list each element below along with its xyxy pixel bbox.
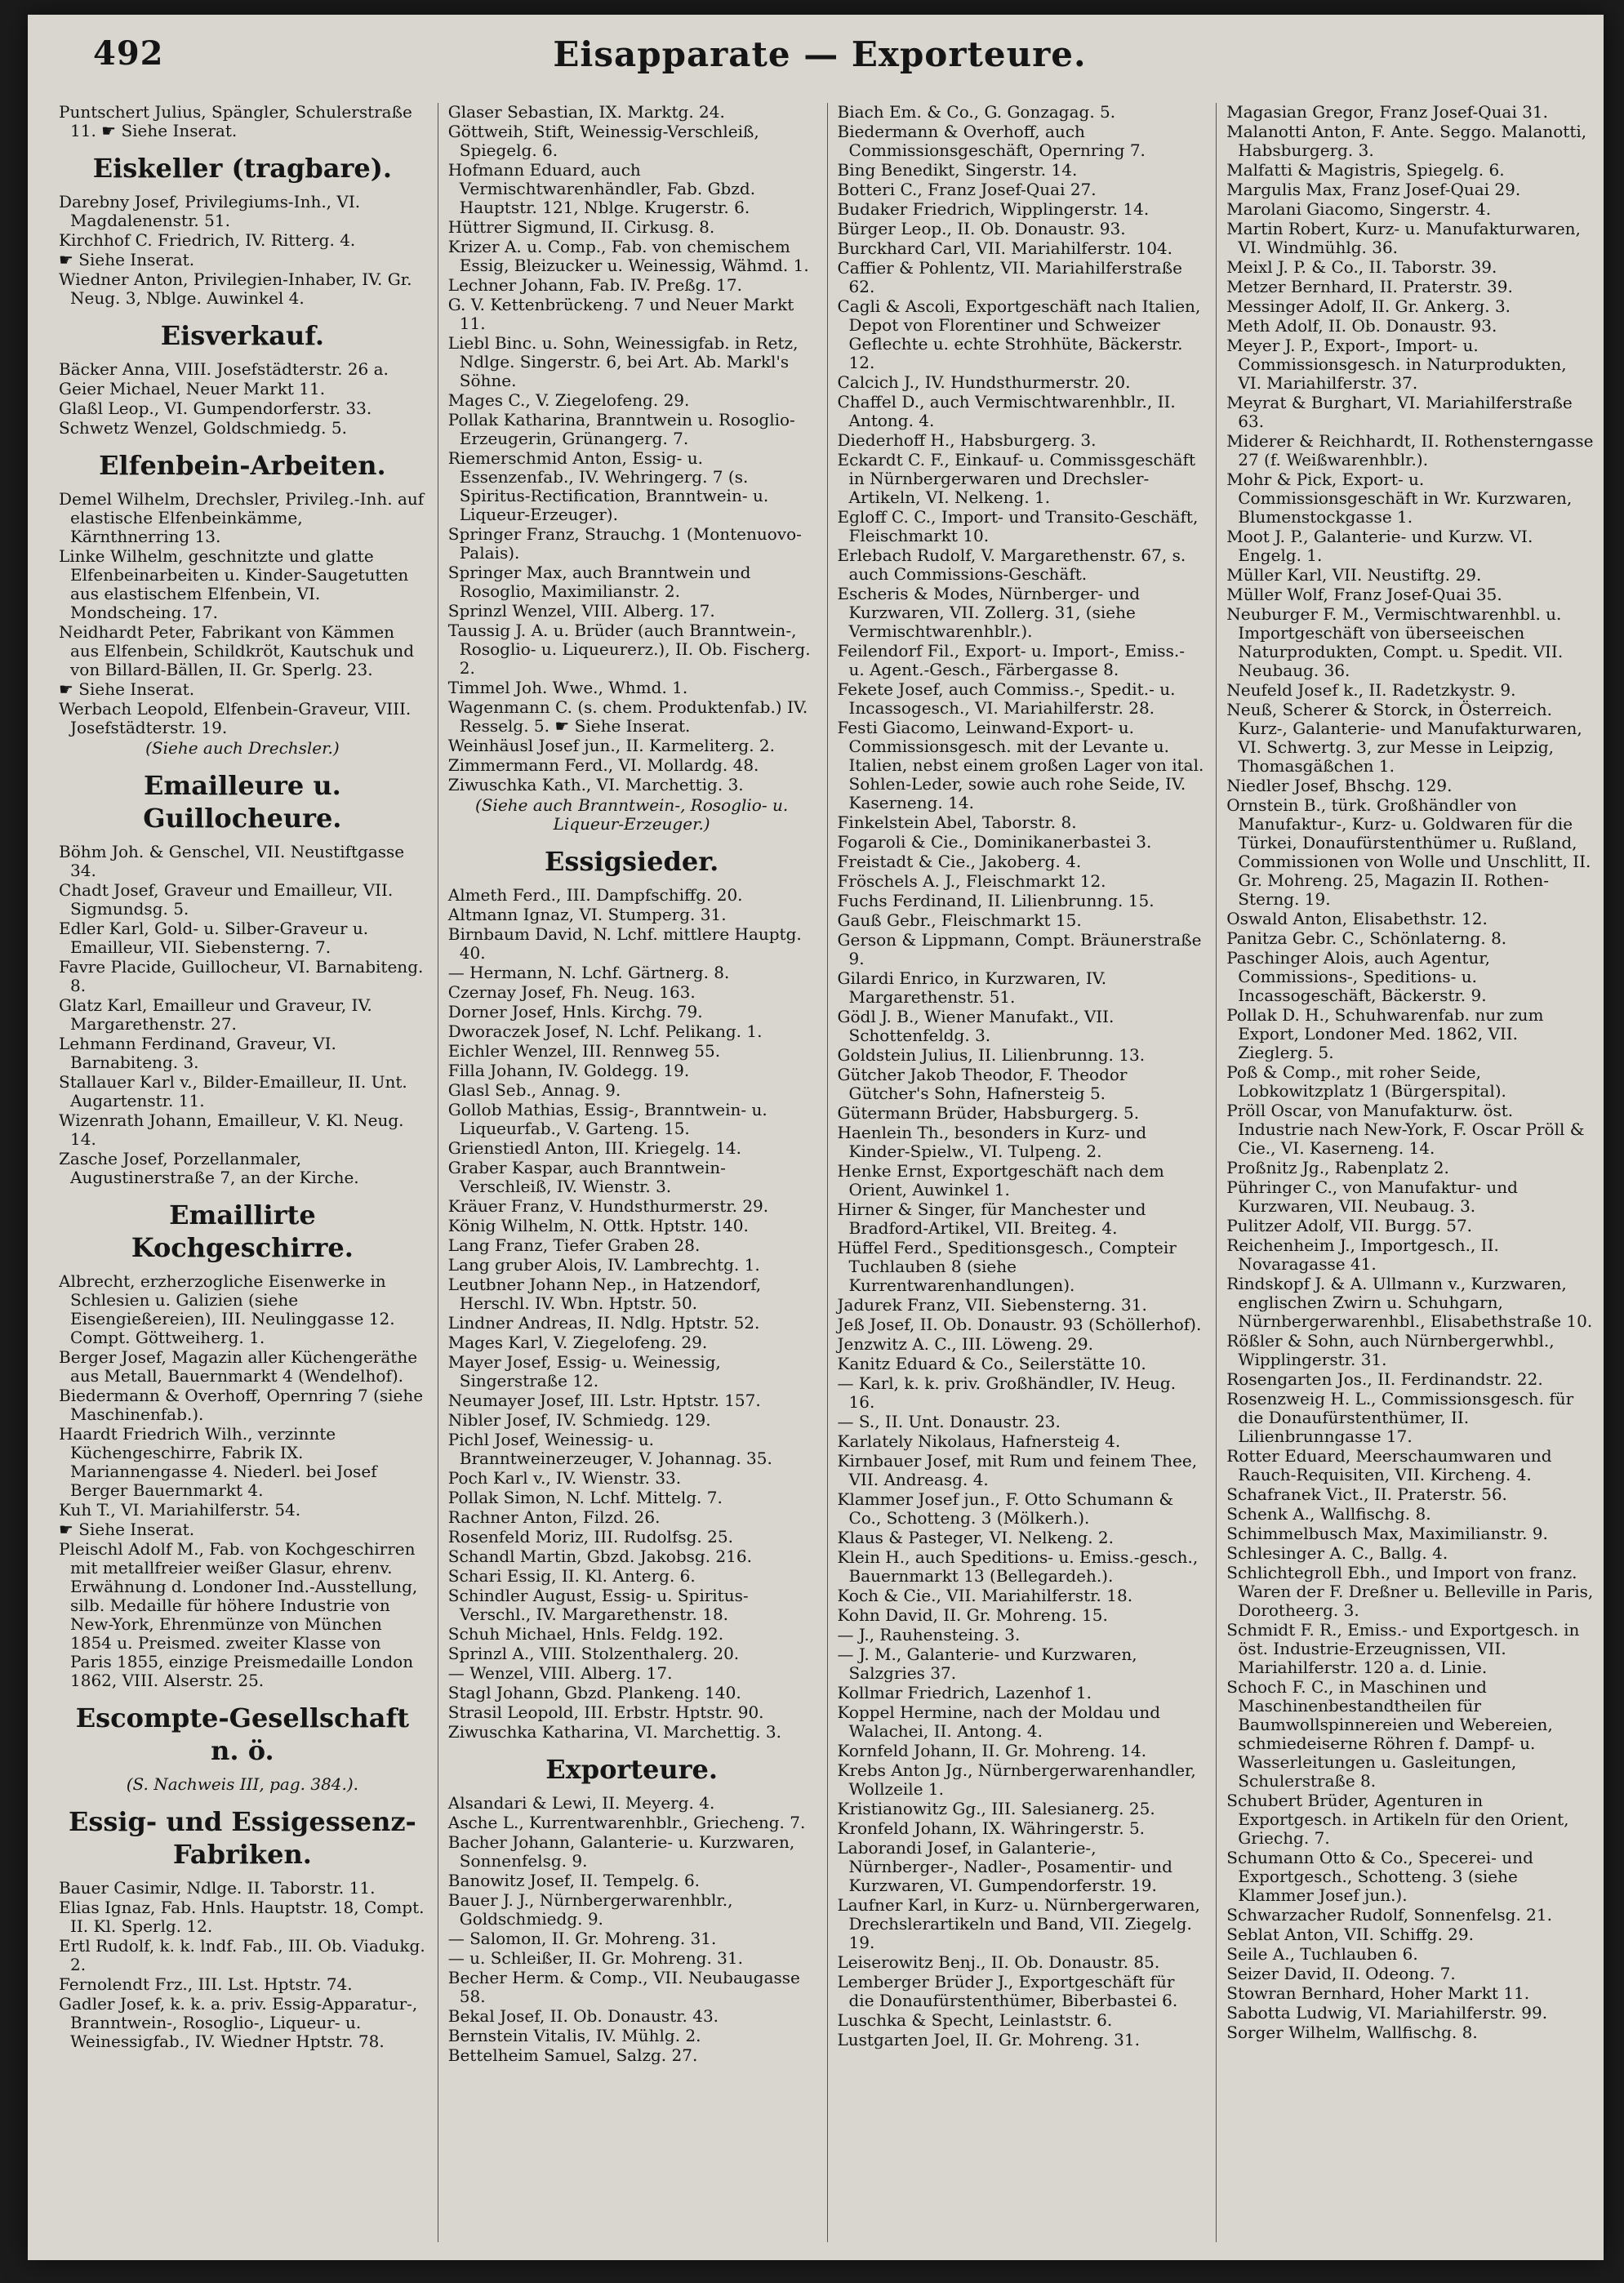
directory-entry: Kirnbauer Josef, mit Rum und feinem Thee, VII. Andreasg. 4. (837, 1451, 1198, 1489)
directory-entry: Rosenfeld Moriz, III. Rudolfsg. 25. (447, 1527, 733, 1546)
directory-entry: Stallauer Karl v., Bilder-Emailleur, II. Unt. Augartenstr. 11. (59, 1072, 407, 1110)
directory-entry: Proßnitz Jg., Rabenplatz 2. (1226, 1158, 1449, 1177)
directory-entry: Miderer & Reichhardt, II. Rothensterngasse 27 (f. Weißwarenhblr.). (1226, 431, 1594, 470)
directory-entry: Gadler Josef, k. k. a. priv. Essig-Apparatur-, Branntwein-, Rosoglio-, Liqueur- u. Weinessigfab., IV. Wiedner Hptstr. 78. (59, 1994, 418, 2051)
directory-entry: Pühringer C., von Manufaktur- und Kurzwaren, VII. Neubaug. 3. (1226, 1177, 1518, 1216)
section-heading: Essig- und Essigessenz-Fabriken. (68, 1806, 416, 1870)
directory-entry: Wiedner Anton, Privilegien-Inhaber, IV. Gr. Neug. 3, Nblge. Auwinkel 4. (59, 269, 412, 308)
directory-entry: Schafranek Vict., II. Praterstr. 56. (1226, 1484, 1507, 1504)
column-2 (438, 103, 816, 2242)
directory-entry: Lindner Andreas, II. Ndlg. Hptstr. 52. (447, 1313, 760, 1333)
directory-entry: Meyrat & Burghart, VI. Mariahilferstraße 63. (1226, 393, 1573, 431)
directory-entry: Puntschert Julius, Spängler, Schulerstraße 11. ☛ Siehe Inserat. (59, 103, 412, 140)
directory-entry: Bettelheim Samuel, Salzg. 27. (447, 2045, 698, 2065)
directory-entry: Krizer A. u. Comp., Fab. von chemischem Essig, Bleizucker u. Weinessig, Wähmd. 1. (447, 237, 809, 275)
directory-entry: Berger Josef, Magazin aller Küchengeräthe aus Metall, Bauernmarkt 4 (Wendelhof). (59, 1347, 418, 1386)
directory-entry: Laborandi Josef, in Galanterie-, Nürnberger-, Nadler-, Posamentir- und Kurzwaren, VI. Gumpendorferstr. 19. (837, 1838, 1172, 1895)
directory-entry: Böhm Joh. & Genschel, VII. Neustiftgasse 34. (59, 842, 405, 880)
page-number: 492 (93, 34, 164, 73)
directory-entry: Reichenheim J., Importgesch., II. Novaragasse 41. (1226, 1235, 1499, 1274)
directory-entry: Mages C., V. Ziegelofeng. 29. (447, 390, 690, 410)
directory-entry: Springer Max, auch Branntwein und Rosoglio, Maximilianstr. 2. (447, 563, 751, 601)
directory-entry: Schlichtegroll Ebh., und Import von franz. Waren der F. Dreßner u. Belleville in Paris, Dorotheerg. 3. (1226, 1563, 1594, 1620)
directory-entry: Alsandari & Lewi, II. Meyerg. 4. (447, 1793, 715, 1813)
directory-entry: Gütermann Brüder, Habsburgerg. 5. (837, 1103, 1140, 1123)
directory-entry: Laufner Karl, in Kurz- u. Nürnbergerwaren, Drechslerartikeln und Band, VII. Ziegelg. 19. (837, 1895, 1200, 1952)
directory-entry: Pröll Oscar, von Manufakturw. öst. Industrie nach New-York, F. Oscar Pröll & Cie., VI. Kaserneng. 14. (1226, 1101, 1585, 1158)
directory-entry: Birnbaum David, N. Lchf. mittlere Hauptg. 40. (447, 924, 802, 963)
directory-entry: Rosengarten Jos., II. Ferdinandstr. 22. (1226, 1369, 1543, 1389)
directory-entry: Meixl J. P. & Co., II. Taborstr. 39. (1226, 257, 1497, 277)
directory-entry: Glasl Seb., Annag. 9. (447, 1080, 621, 1100)
directory-entry: Poß & Comp., mit roher Seide, Lobkowitzplatz 1 (Bürgerspital). (1226, 1062, 1506, 1101)
directory-entry: Messinger Adolf, II. Gr. Ankerg. 3. (1226, 296, 1511, 316)
directory-entry: Schandl Martin, Gbzd. Jakobsg. 216. (447, 1546, 752, 1566)
directory-entry: Bekal Josef, II. Ob. Donaustr. 43. (447, 2006, 719, 2026)
directory-entry: Glatz Karl, Emailleur und Graveur, IV. Margarethenstr. 27. (59, 995, 372, 1034)
columns-container (59, 103, 1594, 2242)
directory-entry: Ziwuschka Kath., VI. Marchettig. 3. (447, 775, 744, 794)
directory-entry: Seblat Anton, VII. Schiffg. 29. (1226, 1925, 1474, 1944)
directory-entry: ☛ Siehe Inserat. (59, 679, 195, 699)
directory-entry: Neidhardt Peter, Fabrikant von Kämmen aus Elfenbein, Schildkröt, Kautschuk und von Billard-Bällen, II. Gr. Sperlg. 23. (59, 622, 415, 679)
directory-entry: Luschka & Specht, Leinlaststr. 6. (837, 2010, 1113, 2030)
directory-entry: Escheris & Modes, Nürnberger- und Kurzwaren, VII. Zollerg. 31, (siehe Vermischtwarenhblr.). (837, 584, 1141, 641)
directory-entry: Erlebach Rudolf, V. Margarethenstr. 67, s. auch Commissions-Geschäft. (837, 545, 1186, 584)
page-header (60, 23, 1579, 80)
directory-entry: Biach Em. & Co., G. Gonzagag. 5. (837, 103, 1116, 122)
directory-entry: Moot J. P., Galanterie- und Kurzw. VI. Engelg. 1. (1226, 527, 1533, 565)
directory-entry: Paschinger Alois, auch Agentur, Commissions-, Speditions- u. Incassogeschäft, Bäckerstr. 9. (1226, 948, 1491, 1005)
directory-page (28, 15, 1604, 2260)
directory-entry: Schwarzacher Rudolf, Sonnenfelsg. 21. (1226, 1905, 1552, 1925)
directory-entry: Martin Robert, Kurz- u. Manufakturwaren, VI. Windmühlg. 36. (1226, 219, 1581, 257)
directory-entry: Favre Placide, Guillocheur, VI. Barnabiteng. 8. (59, 957, 424, 995)
directory-entry: Bauer J. J., Nürnbergerwarenhblr., Goldschmiedg. 9. (447, 1890, 733, 1929)
directory-entry: Strasil Leopold, III. Erbstr. Hptstr. 90. (447, 1702, 764, 1722)
directory-entry: G. V. Kettenbrückeng. 7 und Neuer Markt 11. (447, 295, 794, 333)
directory-entry: Niedler Josef, Bhschg. 129. (1226, 776, 1453, 795)
directory-entry: Göttweih, Stift, Weinessig-Verschleiß, Spiegelg. 6. (447, 122, 759, 160)
directory-entry: Fuchs Ferdinand, II. Lilienbrunng. 15. (837, 891, 1155, 910)
directory-entry: Linke Wilhelm, geschnitzte und glatte Elfenbeinarbeiten u. Kinder-Saugetutten aus elastischem Elfenbein, VI. Mondscheing. 17. (59, 546, 409, 622)
directory-entry: — Hermann, N. Lchf. Gärtnerg. 8. (447, 963, 730, 982)
directory-entry: Pichl Josef, Weinessig- u. Branntweinerzeuger, V. Johannag. 35. (447, 1430, 772, 1468)
cross-reference-note: (S. Nachweis III, pag. 384.). (126, 1774, 359, 1794)
directory-entry: Leiserowitz Benj., II. Ob. Donaustr. 85. (837, 1952, 1160, 1972)
cross-reference-note: (Siehe auch Branntwein-, Rosoglio- u. Liqueur-Erzeuger.) (475, 795, 789, 834)
directory-entry: Fernolendt Frz., III. Lst. Hptstr. 74. (59, 1974, 353, 1994)
directory-entry: Becher Herm. & Comp., VII. Neubaugasse 58. (447, 1968, 800, 2006)
directory-entry: Budaker Friedrich, Wipplingerstr. 14. (837, 199, 1150, 219)
directory-entry: Magasian Gregor, Franz Josef-Quai 31. (1226, 103, 1548, 122)
directory-entry: Feilendorf Fil., Export- u. Import-, Emiss.- u. Agent.-Gesch., Färbergasse 8. (837, 641, 1185, 679)
column-3 (827, 103, 1205, 2242)
section-heading: Eiskeller (tragbare). (92, 153, 392, 184)
directory-entry: Schimmelbusch Max, Maximilianstr. 9. (1226, 1524, 1548, 1543)
directory-entry: ☛ Siehe Inserat. (59, 1520, 195, 1539)
directory-entry: Sprinzl A., VIII. Stolzenthalerg. 20. (447, 1644, 740, 1663)
directory-entry: König Wilhelm, N. Ottk. Hptstr. 140. (447, 1216, 749, 1235)
directory-entry: Chadt Josef, Graveur und Emailleur, VII. Sigmundsg. 5. (59, 880, 394, 919)
directory-entry: Grienstiedl Anton, III. Kriegelg. 14. (447, 1138, 741, 1158)
directory-entry: Rotter Eduard, Meerschaumwaren und Rauch-Requisiten, VII. Kircheng. 4. (1226, 1446, 1552, 1484)
directory-entry: Klaus & Pasteger, VI. Nelkeng. 2. (837, 1528, 1114, 1547)
directory-entry: Mohr & Pick, Export- u. Commissionsgeschäft in Wr. Kurzwaren, Blumenstockgasse 1. (1226, 470, 1573, 527)
directory-entry: Hüffel Ferd., Speditionsgesch., Compteir Tuchlauben 8 (siehe Kurrentwarenhandlungen). (837, 1238, 1177, 1295)
directory-entry: Diederhoff H., Habsburgerg. 3. (837, 430, 1097, 450)
directory-entry: — S., II. Unt. Donaustr. 23. (837, 1412, 1061, 1431)
directory-entry: Kuh T., VI. Mariahilferstr. 54. (59, 1500, 301, 1520)
directory-entry: Burckhard Carl, VII. Mariahilferstr. 104. (837, 238, 1173, 258)
directory-entry: Neumayer Josef, III. Lstr. Hptstr. 157. (447, 1391, 761, 1410)
page-title: Eisapparate — Exporteure. (553, 34, 1087, 74)
directory-entry: Rößler & Sohn, auch Nürnbergerwhbl., Wipplingerstr. 31. (1226, 1331, 1555, 1369)
directory-entry: Almeth Ferd., III. Dampfschiffg. 20. (447, 885, 743, 905)
directory-entry: Kirchhof C. Friedrich, IV. Ritterg. 4. (59, 230, 356, 250)
directory-entry: Müller Wolf, Franz Josef-Quai 35. (1226, 585, 1502, 604)
directory-entry: Kanitz Eduard & Co., Seilerstätte 10. (837, 1354, 1146, 1373)
directory-entry: Mayer Josef, Essig- u. Weinessig, Singerstraße 12. (447, 1352, 721, 1391)
directory-entry: Goldstein Julius, II. Lilienbrunng. 13. (837, 1045, 1146, 1065)
directory-entry: Bernstein Vitalis, IV. Mühlg. 2. (447, 2026, 701, 2045)
directory-entry: Hofmann Eduard, auch Vermischtwarenhändler, Fab. Gbzd. Hauptstr. 121, Nblge. Krugerstr. 6. (447, 160, 756, 217)
directory-entry: Schari Essig, II. Kl. Anterg. 6. (447, 1566, 696, 1586)
directory-entry: Sorger Wilhelm, Wallfischg. 8. (1226, 2023, 1478, 2042)
directory-entry: Demel Wilhelm, Drechsler, Privileg.-Inh. auf elastische Elfenbeinkämme, Kärnthnerring 13. (59, 489, 425, 546)
section-heading: Essigsieder. (544, 846, 719, 877)
directory-entry: Mages Karl, V. Ziegelofeng. 29. (447, 1333, 708, 1352)
column-4 (1216, 103, 1594, 2242)
directory-entry: Freistadt & Cie., Jakoberg. 4. (837, 852, 1082, 871)
directory-entry: Margulis Max, Franz Josef-Quai 29. (1226, 180, 1521, 199)
directory-entry: Neuß, Scherer & Storck, in Österreich. Kurz-, Galanterie- und Manufakturwaren, VI. Schwertg. 3, zur Messe in Leipzig, Thomasgäßchen 1. (1226, 700, 1582, 776)
directory-entry: Jeß Josef, II. Ob. Donaustr. 93 (Schöllerhof). (837, 1315, 1202, 1334)
directory-entry: Springer Franz, Strauchg. 1 (Montenuovo-Palais). (447, 524, 802, 563)
section-heading: Escompte-Gesellschaft n. ö. (75, 1702, 410, 1766)
directory-entry: Schuh Michael, Hnls. Feldg. 192. (447, 1624, 724, 1644)
directory-entry: Kräuer Franz, V. Hundsthurmerstr. 29. (447, 1196, 769, 1216)
directory-entry: Pollak Katharina, Branntwein u. Rosoglio-Erzeugerin, Grünangerg. 7. (447, 410, 795, 448)
directory-entry: Leutbner Johann Nep., in Hatzendorf, Herschl. IV. Wbn. Hptstr. 50. (447, 1275, 762, 1313)
directory-entry: Hüttrer Sigmund, II. Cirkusg. 8. (447, 217, 715, 237)
directory-entry: Timmel Joh. Wwe., Whmd. 1. (447, 678, 688, 697)
directory-entry: Wagenmann C. (s. chem. Produktenfab.) IV. Resselg. 5. ☛ Siehe Inserat. (447, 697, 808, 736)
directory-entry: Schoch F. C., in Maschinen und Maschinenbestandtheilen für Baumwollspinnereien und Webereien, schmiedeiserne Röhren f. Dampf- u. Wasserleitungen u. Gasleitungen, Schulerstraße 8. (1226, 1677, 1553, 1791)
directory-entry: — u. Schleißer, II. Gr. Mohreng. 31. (447, 1948, 743, 1968)
directory-entry: Klammer Josef jun., F. Otto Schumann & Co., Schotteng. 3 (Mölkerh.). (837, 1489, 1174, 1528)
directory-entry: Meth Adolf, II. Ob. Donaustr. 93. (1226, 316, 1497, 336)
directory-entry: Eckardt C. F., Einkauf- u. Commissgeschäft in Nürnbergerwaren und Drechsler-Artikeln, VI. Nelkeng. 1. (837, 450, 1195, 507)
directory-entry: Malfatti & Magistris, Spiegelg. 6. (1226, 160, 1505, 180)
directory-entry: Botteri C., Franz Josef-Quai 27. (837, 180, 1097, 199)
directory-entry: Pollak Simon, N. Lchf. Mittelg. 7. (447, 1488, 723, 1507)
directory-entry: Pulitzer Adolf, VII. Burgg. 57. (1226, 1216, 1473, 1235)
directory-entry: Gauß Gebr., Fleischmarkt 15. (837, 910, 1082, 930)
directory-entry: — J. M., Galanterie- und Kurzwaren, Salzgries 37. (837, 1644, 1137, 1683)
directory-entry: Filla Johann, IV. Goldegg. 19. (447, 1061, 690, 1080)
directory-entry: Krebs Anton Jg., Nürnbergerwarenhandler, Wollzeile 1. (837, 1760, 1196, 1799)
directory-entry: Pollak D. H., Schuhwarenfab. nur zum Export, Londoner Med. 1862, VII. Zieglerg. 5. (1226, 1005, 1544, 1062)
directory-entry: Darebny Josef, Privilegiums-Inh., VI. Magdalenenstr. 51. (59, 192, 361, 230)
directory-entry: Hirner & Singer, für Manchester und Bradford-Artikel, VII. Breiteg. 4. (837, 1199, 1146, 1238)
directory-entry: Zasche Josef, Porzellanmaler, Augustinerstraße 7, an der Kirche. (59, 1149, 359, 1187)
directory-entry: Taussig J. A. u. Brüder (auch Branntwein-, Rosoglio- u. Liqueurerz.), II. Ob. Fischerg. 2. (447, 621, 811, 678)
directory-entry: Bacher Johann, Galanterie- u. Kurzwaren, Sonnenfelsg. 9. (447, 1832, 795, 1871)
directory-entry: Haardt Friedrich Wilh., verzinnte Küchengeschirre, Fabrik IX. Mariannengasse 4. Niederl. bei Josef Berger Bauernmarkt 4. (59, 1424, 377, 1500)
directory-entry: Bing Benedikt, Singerstr. 14. (837, 160, 1078, 180)
directory-entry: Graber Kaspar, auch Branntwein-Verschleiß, IV. Wienstr. 3. (447, 1158, 726, 1196)
directory-entry: Gollob Mathias, Essig-, Branntwein- u. Liqueurfab., V. Garteng. 15. (447, 1100, 768, 1138)
directory-entry: Pleischl Adolf M., Fab. von Kochgeschirren mit metallfreier weißer Glasur, ehrenv. Erwähnung d. Londoner Ind.-Ausstellung, silb. Medaille für höhere Industrie von New-York, Ehrenmünze von München 1854 u. Preismed. zweiter Klasse von Paris 1855, einzige Preismedaille London 1862, VIII. Alserstr. 25. (59, 1539, 418, 1690)
directory-entry: Altmann Ignaz, VI. Stumperg. 31. (447, 905, 727, 924)
directory-entry: Dorner Josef, Hnls. Kirchg. 79. (447, 1002, 703, 1021)
directory-entry: Kornfeld Johann, II. Gr. Mohreng. 14. (837, 1741, 1147, 1760)
directory-entry: Ziwuschka Katharina, VI. Marchettig. 3. (447, 1722, 781, 1742)
directory-entry: Lang Franz, Tiefer Graben 28. (447, 1235, 701, 1255)
directory-entry: Caffier & Pohlentz, VII. Mariahilferstraße 62. (837, 258, 1182, 296)
directory-entry: Calcich J., IV. Hundsthurmerstr. 20. (837, 372, 1131, 392)
directory-entry: Schmidt F. R., Emiss.- und Exportgesch. in öst. Industrie-Erzeugnissen, VII. Mariahilferstr. 120 a. d. Linie. (1226, 1620, 1580, 1677)
directory-entry: — Salomon, II. Gr. Mohreng. 31. (447, 1929, 717, 1948)
directory-entry: Biedermann & Overhoff, auch Commissionsgeschäft, Opernring 7. (837, 122, 1146, 160)
directory-entry: Eichler Wenzel, III. Rennweg 55. (447, 1041, 721, 1061)
directory-entry: Ertl Rudolf, k. k. lndf. Fab., III. Ob. Viadukg. 2. (59, 1936, 425, 1974)
directory-entry: Koch & Cie., VII. Mariahilferstr. 18. (837, 1586, 1133, 1605)
directory-entry: Henke Ernst, Exportgeschäft nach dem Orient, Auwinkel 1. (837, 1161, 1164, 1199)
directory-entry: Gütcher Jakob Theodor, F. Theodor Gütcher's Sohn, Hafnersteig 5. (837, 1065, 1128, 1103)
directory-entry: Asche L., Kurrentwarenhblr., Griecheng. 7. (447, 1813, 806, 1832)
section-heading: Emailleure u. Guillocheure. (143, 770, 342, 834)
directory-entry: Dworaczek Josef, N. Lchf. Pelikang. 1. (447, 1021, 763, 1041)
directory-entry: Kohn David, II. Gr. Mohreng. 15. (837, 1605, 1108, 1625)
directory-entry: Lemberger Brüder J., Exportgeschäft für die Donaufürstenthümer, Biberbastei 6. (837, 1972, 1178, 2010)
section-heading: Eisverkauf. (160, 320, 325, 351)
directory-entry: Poch Karl v., IV. Wienstr. 33. (447, 1468, 682, 1488)
directory-entry: Banowitz Josef, II. Tempelg. 6. (447, 1871, 701, 1890)
directory-entry: Malanotti Anton, F. Ante. Seggo. Malanotti, Habsburgerg. 3. (1226, 122, 1587, 160)
directory-entry: — Karl, k. k. priv. Großhändler, IV. Heug. 16. (837, 1373, 1177, 1412)
directory-entry: Marolani Giacomo, Singerstr. 4. (1226, 199, 1492, 219)
directory-entry: Kronfeld Johann, IX. Währingerstr. 5. (837, 1818, 1146, 1838)
directory-entry: Lang gruber Alois, IV. Lambrechtg. 1. (447, 1255, 760, 1275)
directory-entry: Haenlein Th., besonders in Kurz- und Kinder-Spielw., VI. Tulpeng. 2. (837, 1123, 1147, 1161)
section-heading: Emaillirte Kochgeschirre. (131, 1199, 354, 1263)
directory-entry: Gödl J. B., Wiener Manufakt., VII. Schottenfeldg. 3. (837, 1007, 1115, 1045)
directory-entry: Seizer David, II. Odeong. 7. (1226, 1964, 1456, 1983)
directory-entry: Klein H., auch Speditions- u. Emiss.-gesch., Bauernmarkt 13 (Bellegardeh.). (837, 1547, 1199, 1586)
directory-entry: Panitza Gebr. C., Schönlaterng. 8. (1226, 928, 1507, 948)
directory-entry: Liebl Binc. u. Sohn, Weinessigfab. in Retz, Ndlge. Singerstr. 6, bei Art. Ab. Markl's Söhne. (447, 333, 799, 390)
cross-reference-note: (Siehe auch Drechsler.) (145, 738, 340, 758)
directory-entry: Kollmar Friedrich, Lazenhof 1. (837, 1683, 1092, 1702)
section-heading: Exporteure. (545, 1754, 719, 1785)
directory-entry: Fekete Josef, auch Commiss.-, Spedit.- u. Incassogesch., VI. Mariahilferstr. 28. (837, 679, 1176, 718)
directory-entry: Stagl Johann, Gbzd. Plankeng. 140. (447, 1683, 741, 1702)
directory-entry: Nibler Josef, IV. Schmiedg. 129. (447, 1410, 711, 1430)
directory-entry: Schubert Brüder, Agenturen in Exportgesch. in Artikeln für den Orient, Griechg. 7. (1226, 1791, 1569, 1848)
directory-entry: Egloff C. C., Import- und Transito-Geschäft, Fleischmarkt 10. (837, 507, 1199, 545)
directory-entry: Seile A., Tuchlauben 6. (1226, 1944, 1418, 1964)
directory-entry: Wizenrath Johann, Emailleur, V. Kl. Neug. 14. (59, 1110, 404, 1149)
directory-entry: Jadurek Franz, VII. Siebensterng. 31. (837, 1295, 1147, 1315)
directory-entry: Sabotta Ludwig, VI. Mariahilferstr. 99. (1226, 2003, 1548, 2023)
directory-entry: Bauer Casimir, Ndlge. II. Taborstr. 11. (59, 1878, 376, 1898)
column-1 (59, 103, 426, 2242)
directory-entry: Rosenzweig H. L., Commissionsgesch. für die Donaufürstenthümer, II. Lilienbrunngasse 17. (1226, 1389, 1574, 1446)
directory-entry: Schlesinger A. C., Ballg. 4. (1226, 1543, 1448, 1563)
directory-entry: Neufeld Josef k., II. Radetzkystr. 9. (1226, 680, 1516, 700)
directory-entry: Müller Karl, VII. Neustiftg. 29. (1226, 565, 1482, 585)
directory-entry: Geier Michael, Neuer Markt 11. (59, 379, 326, 398)
directory-entry: Schindler August, Essig- u. Spiritus-Verschl., IV. Margarethenstr. 18. (447, 1586, 749, 1624)
directory-entry: Biedermann & Overhoff, Opernring 7 (siehe Maschinenfab.). (59, 1386, 424, 1424)
directory-entry: Lustgarten Joel, II. Gr. Mohreng. 31. (837, 2030, 1140, 2049)
directory-entry: Metzer Bernhard, II. Praterstr. 39. (1226, 277, 1513, 296)
directory-entry: Czernay Josef, Fh. Neug. 163. (447, 982, 696, 1002)
directory-entry: Sprinzl Wenzel, VIII. Alberg. 17. (447, 601, 715, 621)
directory-entry: Lechner Johann, Fab. IV. Preßg. 17. (447, 275, 742, 295)
directory-entry: Werbach Leopold, Elfenbein-Graveur, VIII. Josefstädterstr. 19. (59, 699, 412, 737)
directory-entry: Weinhäusl Josef jun., II. Karmeliterg. 2. (447, 736, 776, 755)
directory-entry: Schumann Otto & Co., Specerei- und Exportgesch., Schotteng. 3 (siehe Klammer Josef jun.). (1226, 1848, 1533, 1905)
directory-entry: Koppel Hermine, nach der Moldau und Walachei, II. Antong. 4. (837, 1702, 1161, 1741)
section-heading: Elfenbein-Arbeiten. (99, 450, 386, 481)
directory-entry: Elias Ignaz, Fab. Hnls. Hauptstr. 18, Compt. II. Kl. Sperlg. 12. (59, 1898, 425, 1936)
directory-entry: Jenzwitz A. C., III. Löweng. 29. (837, 1334, 1093, 1354)
directory-entry: Rachner Anton, Filzd. 26. (447, 1507, 661, 1527)
directory-entry: Bürger Leop., II. Ob. Donaustr. 93. (837, 219, 1126, 238)
directory-entry: Gerson & Lippmann, Compt. Bräunerstraße 9. (837, 930, 1202, 968)
directory-entry: Schenk A., Wallfischg. 8. (1226, 1504, 1431, 1524)
directory-entry: Riemerschmid Anton, Essig- u. Essenzenfab., IV. Wehringerg. 7 (s. Spiritus-Rectification, Branntwein- u. Liqueur-Erzeuger). (447, 448, 769, 524)
directory-entry: Fogaroli & Cie., Dominikanerbastei 3. (837, 832, 1152, 852)
directory-entry: Neuburger F. M., Vermischtwarenhbl. u. Importgeschäft von überseeischen Naturprodukten, Compt. u. Spedit. VII. Neubaug. 36. (1226, 604, 1564, 680)
directory-entry: Glaßl Leop., VI. Gumpendorferstr. 33. (59, 398, 372, 418)
directory-entry: — J., Rauhensteing. 3. (837, 1625, 1021, 1644)
directory-entry: Glaser Sebastian, IX. Marktg. 24. (447, 103, 725, 122)
directory-entry: Gilardi Enrico, in Kurzwaren, IV. Margarethenstr. 51. (837, 968, 1107, 1007)
directory-entry: Ornstein B., türk. Großhändler von Manufaktur-, Kurz- u. Goldwaren für die Türkei, Donaufürstenthümer u. Rußland, Commissionen von Wolle und Unschlitt, II. Gr. Mohreng. 25, Magazin II. Rothen-Sterng. 19. (1226, 795, 1591, 909)
directory-entry: ☛ Siehe Inserat. (59, 250, 195, 269)
directory-entry: Meyer J. P., Export-, Import- u. Commissionsgesch. in Naturprodukten, VI. Mariahilferstr. 37. (1226, 336, 1567, 393)
directory-entry: Edler Karl, Gold- u. Silber-Graveur u. Emailleur, VII. Siebensterng. 7. (59, 919, 369, 957)
directory-entry: Oswald Anton, Elisabethstr. 12. (1226, 909, 1488, 928)
directory-entry: Stowran Bernhard, Hoher Markt 11. (1226, 1983, 1530, 2003)
directory-entry: Lehmann Ferdinand, Graveur, VI. Barnabiteng. 3. (59, 1034, 336, 1072)
directory-entry: Schwetz Wenzel, Goldschmiedg. 5. (59, 418, 347, 438)
directory-entry: Kristianowitz Gg., III. Salesianerg. 25. (837, 1799, 1155, 1818)
directory-entry: Festi Giacomo, Leinwand-Export- u. Commissionsgesch. mit der Levante u. Italien, nebst einem großen Lager von ital. Sohlen-Leder, sowie auch rohe Seide, IV. Kaserneng. 14. (837, 718, 1204, 812)
directory-entry: Fröschels A. J., Fleischmarkt 12. (837, 871, 1106, 891)
directory-entry: Bäcker Anna, VIII. Josefstädterstr. 26 a. (59, 359, 389, 379)
directory-entry: Karlately Nikolaus, Hafnersteig 4. (837, 1431, 1121, 1451)
directory-entry: Zimmermann Ferd., VI. Mollardg. 48. (447, 755, 759, 775)
directory-entry: — Wenzel, VIII. Alberg. 17. (447, 1663, 673, 1683)
directory-entry: Finkelstein Abel, Taborstr. 8. (837, 812, 1077, 832)
directory-entry: Rindskopf J. & A. Ullmann v., Kurzwaren, englischen Zwirn u. Schuhgarn, Nürnbergerwarenhbl., Elisabethstraße 10. (1226, 1274, 1593, 1331)
directory-entry: Albrecht, erzherzogliche Eisenwerke in Schlesien u. Galizien (siehe Eisengießereien), III. Neulinggasse 12. Compt. Göttweiherg. 1. (59, 1271, 395, 1347)
directory-entry: Chaffel D., auch Vermischtwarenhblr., II. Antong. 4. (837, 392, 1176, 430)
directory-entry: Cagli & Ascoli, Exportgeschäft nach Italien, Depot von Florentiner und Schweizer Geflechte u. echte Strohhüte, Bäckerstr. 12. (837, 296, 1201, 372)
